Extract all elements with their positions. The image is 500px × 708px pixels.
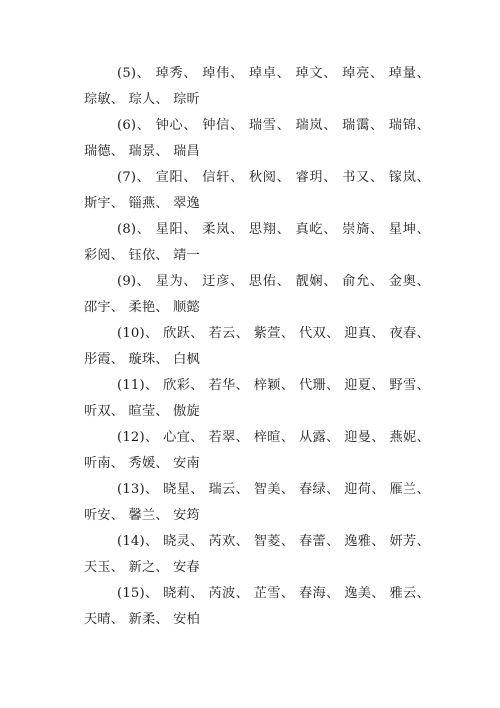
name-entry-15: (15)、 晓莉、 芮波、 芷雪、 春海、 逸美、 雅云、 天晴、 新柔、 安柏: [84, 586, 430, 627]
name-entry-7: (7)、 宣阳、 信轩、 秋阅、 睿玥、 书又、 镓岚、 斯宇、 锱燕、 翠逸: [84, 170, 430, 211]
name-entry-14: (14)、 晓灵、 芮欢、 智菱、 春蕾、 逸雅、 妍芳、 天玉、 新之、 安春: [84, 534, 430, 575]
name-list: [84, 61, 430, 633]
name-entry-11: (11)、 欣彩、 若华、 梓颖、 代珊、 迎夏、 野雪、 听双、 暄莹、 傲旋: [84, 378, 430, 419]
name-entry-13: (13)、 晓星、 瑞云、 智美、 春绿、 迎荷、 雁兰、 听安、 馨兰、 安筠: [84, 482, 430, 523]
name-entry-6: (6)、 钟心、 钟信、 瑞雪、 瑞岚、 瑞霭、 瑞锦、 瑞德、 瑞景、 瑞昌: [84, 118, 430, 159]
name-entry-5: (5)、 琸秀、 琸伟、 琸卓、 琸文、 琸亮、 琸量、 琮敏、 琮人、 琮昕: [84, 66, 430, 107]
name-entry-8: (8)、 星阳、 柔岚、 思翔、 真屹、 崇旖、 星坤、 彩阅、 钰依、 靖一: [84, 222, 430, 263]
name-entry-9: (9)、 星为、 迂彦、 思佑、 靓娴、 俞允、 金奥、 邵宇、 柔艳、 顺懿: [84, 274, 430, 315]
name-entry-12: (12)、 心宜、 若翠、 梓暄、 从露、 迎曼、 燕妮、 听南、 秀媛、 安南: [84, 430, 430, 471]
name-entry-10: (10)、 欣跃、 若云、 紫萱、 代双、 迎真、 夜春、 彤霞、 璇珠、 白枫: [84, 326, 430, 367]
